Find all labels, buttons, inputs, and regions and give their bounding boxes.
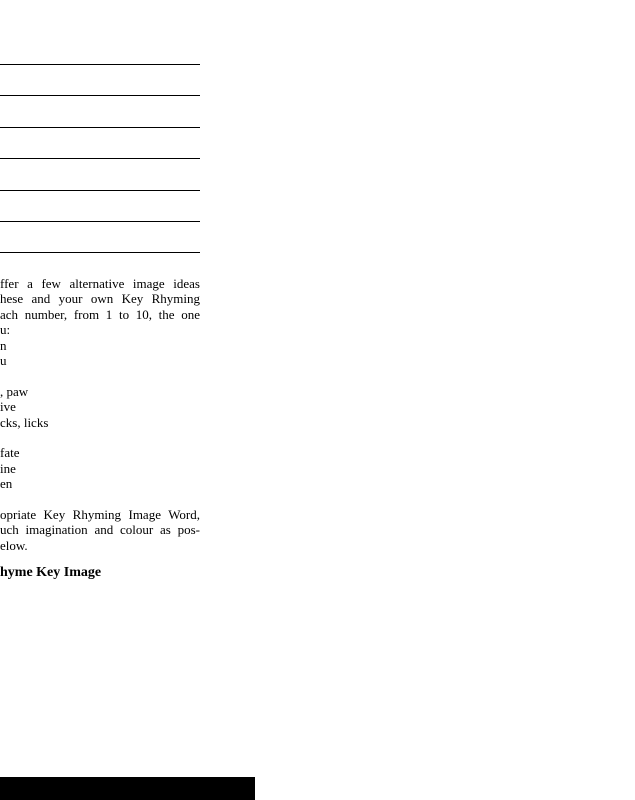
answer-line-7 bbox=[0, 252, 200, 253]
list-item: , paw bbox=[0, 383, 29, 399]
answer-line-2 bbox=[0, 95, 200, 96]
answer-line-6 bbox=[0, 221, 200, 222]
answer-line-5 bbox=[0, 190, 200, 191]
answer-line-4 bbox=[0, 158, 200, 159]
list-spacer bbox=[0, 491, 200, 506]
intro-line: ffer a few alternative image ideas bbox=[0, 276, 200, 291]
list-item: ine bbox=[0, 460, 16, 476]
closing-line: uch imagination and colour as pos- bbox=[0, 522, 200, 538]
closing-line: opriate Key Rhyming Image Word, bbox=[0, 506, 200, 522]
closing-line: elow. bbox=[0, 537, 28, 553]
section-heading: hyme Key Image bbox=[0, 565, 102, 580]
list-item: ive bbox=[0, 399, 16, 415]
list-spacer bbox=[0, 430, 200, 445]
list-item: cks, licks bbox=[0, 414, 49, 430]
intro-line: ach number, from 1 to 10, the one bbox=[0, 306, 200, 322]
list-item: u bbox=[0, 352, 7, 368]
body-text bbox=[0, 276, 200, 553]
answer-line-1 bbox=[0, 64, 200, 65]
list-spacer bbox=[0, 368, 200, 383]
scan-edge-bar bbox=[0, 777, 255, 800]
list-item: fate bbox=[0, 445, 20, 461]
intro-line: hese and your own Key Rhyming bbox=[0, 291, 200, 307]
answer-line-3 bbox=[0, 127, 200, 128]
list-item: en bbox=[0, 476, 13, 492]
intro-line: u: bbox=[0, 322, 11, 338]
list-item: n bbox=[0, 337, 7, 353]
